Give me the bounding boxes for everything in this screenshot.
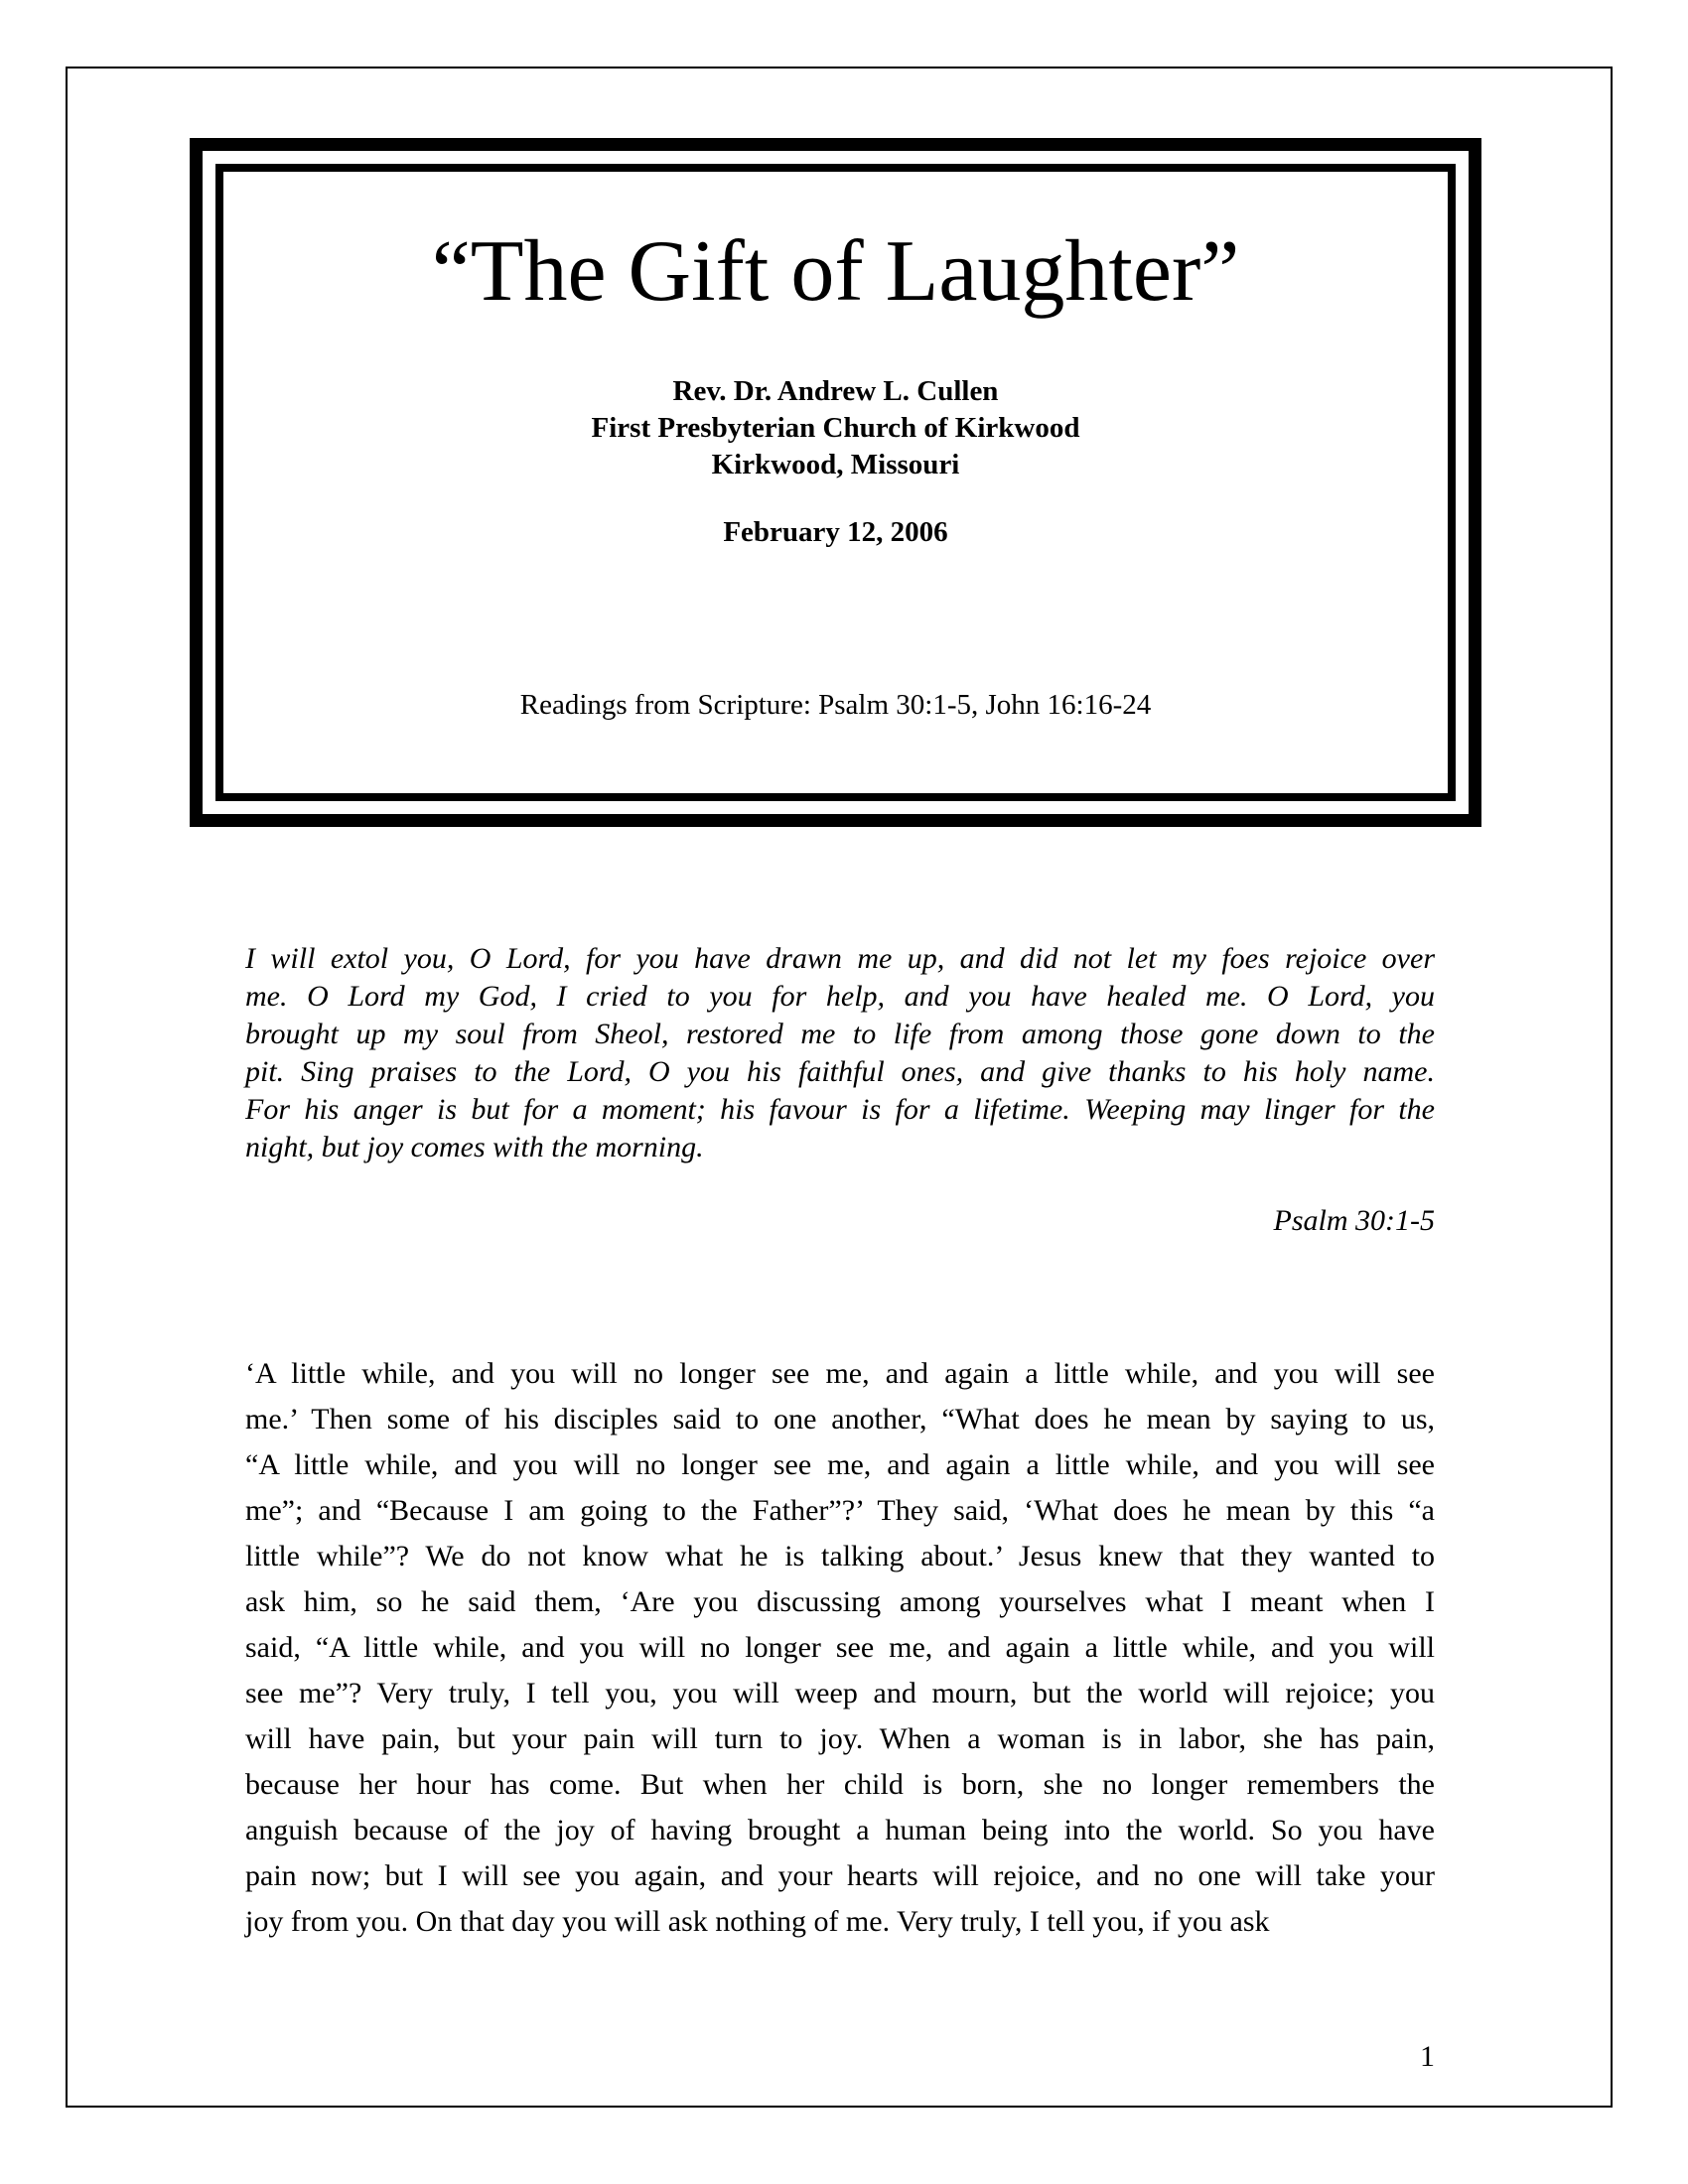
passage-line: little while”? We do not know what he is talking about.’ Jesus knew that they wanted to	[245, 1540, 1435, 1572]
passage-line: said, “A little while, and you will no longer see me, and again a little while, and you will	[245, 1631, 1435, 1664]
passage-line: ask him, so he said them, ‘Are you discussing among yourselves what I meant when I	[245, 1585, 1435, 1618]
church-name: First Presbyterian Church of Kirkwood	[591, 412, 1080, 444]
passage-line: anguish because of the joy of having brought a human being into the world. So you have	[245, 1814, 1435, 1846]
psalm-line: I will extol you, O Lord, for you have drawn me up, and did not let my foes rejoice over	[245, 942, 1435, 975]
psalm-citation: Psalm 30:1-5	[1273, 1204, 1435, 1237]
psalm-quote	[245, 940, 1435, 1166]
passage-line: joy from you. On that day you will ask nothing of me. Very truly, I tell you, if you ask	[245, 1905, 1270, 1938]
passage-line: me.’ Then some of his disciples said to one another, “What does he mean by saying to us,	[245, 1403, 1435, 1435]
title-frame	[190, 138, 1481, 827]
passage-line: will have pain, but your pain will turn to joy. When a woman is in labor, she has pain,	[245, 1722, 1435, 1755]
psalm-line: For his anger is but for a moment; his favour is for a lifetime. Weeping may linger for the	[245, 1093, 1435, 1126]
psalm-line: brought up my soul from Sheol, restored me to life from among those gone down to the	[245, 1018, 1435, 1050]
sermon-title: “The Gift of Laughter”	[431, 223, 1240, 320]
psalm-line: night, but joy comes with the morning.	[245, 1131, 704, 1163]
passage-line: see me”? Very truly, I tell you, you will weep and mourn, but the world will rejoice; you	[245, 1677, 1435, 1709]
passage-line: me”; and “Because I am going to the Father”?’ They said, ‘What does he mean by this “a	[245, 1494, 1435, 1527]
sermon-date: February 12, 2006	[723, 516, 948, 548]
passage-line: because her hour has come. But when her child is born, she no longer remembers the	[245, 1768, 1435, 1801]
author-block	[203, 373, 1469, 483]
page-number: 1	[1420, 2040, 1435, 2073]
passage-line: “A little while, and you will no longer see me, and again a little while, and you will see	[245, 1448, 1435, 1481]
passage-line: pain now; but I will see you again, and your hearts will rejoice, and no one will take your	[245, 1859, 1435, 1892]
title-block	[203, 151, 1469, 814]
john-passage	[245, 1351, 1435, 1945]
scripture-readings: Readings from Scripture: Psalm 30:1-5, John 16:16-24	[519, 689, 1152, 721]
psalm-line: pit. Sing praises to the Lord, O you his faithful ones, and give thanks to his holy name.	[245, 1055, 1435, 1088]
author-name: Rev. Dr. Andrew L. Cullen	[672, 375, 999, 407]
psalm-line: me. O Lord my God, I cried to you for help, and you have healed me. O Lord, you	[245, 980, 1435, 1013]
church-location: Kirkwood, Missouri	[711, 449, 960, 480]
passage-line: ‘A little while, and you will no longer see me, and again a little while, and you will see	[245, 1357, 1435, 1390]
